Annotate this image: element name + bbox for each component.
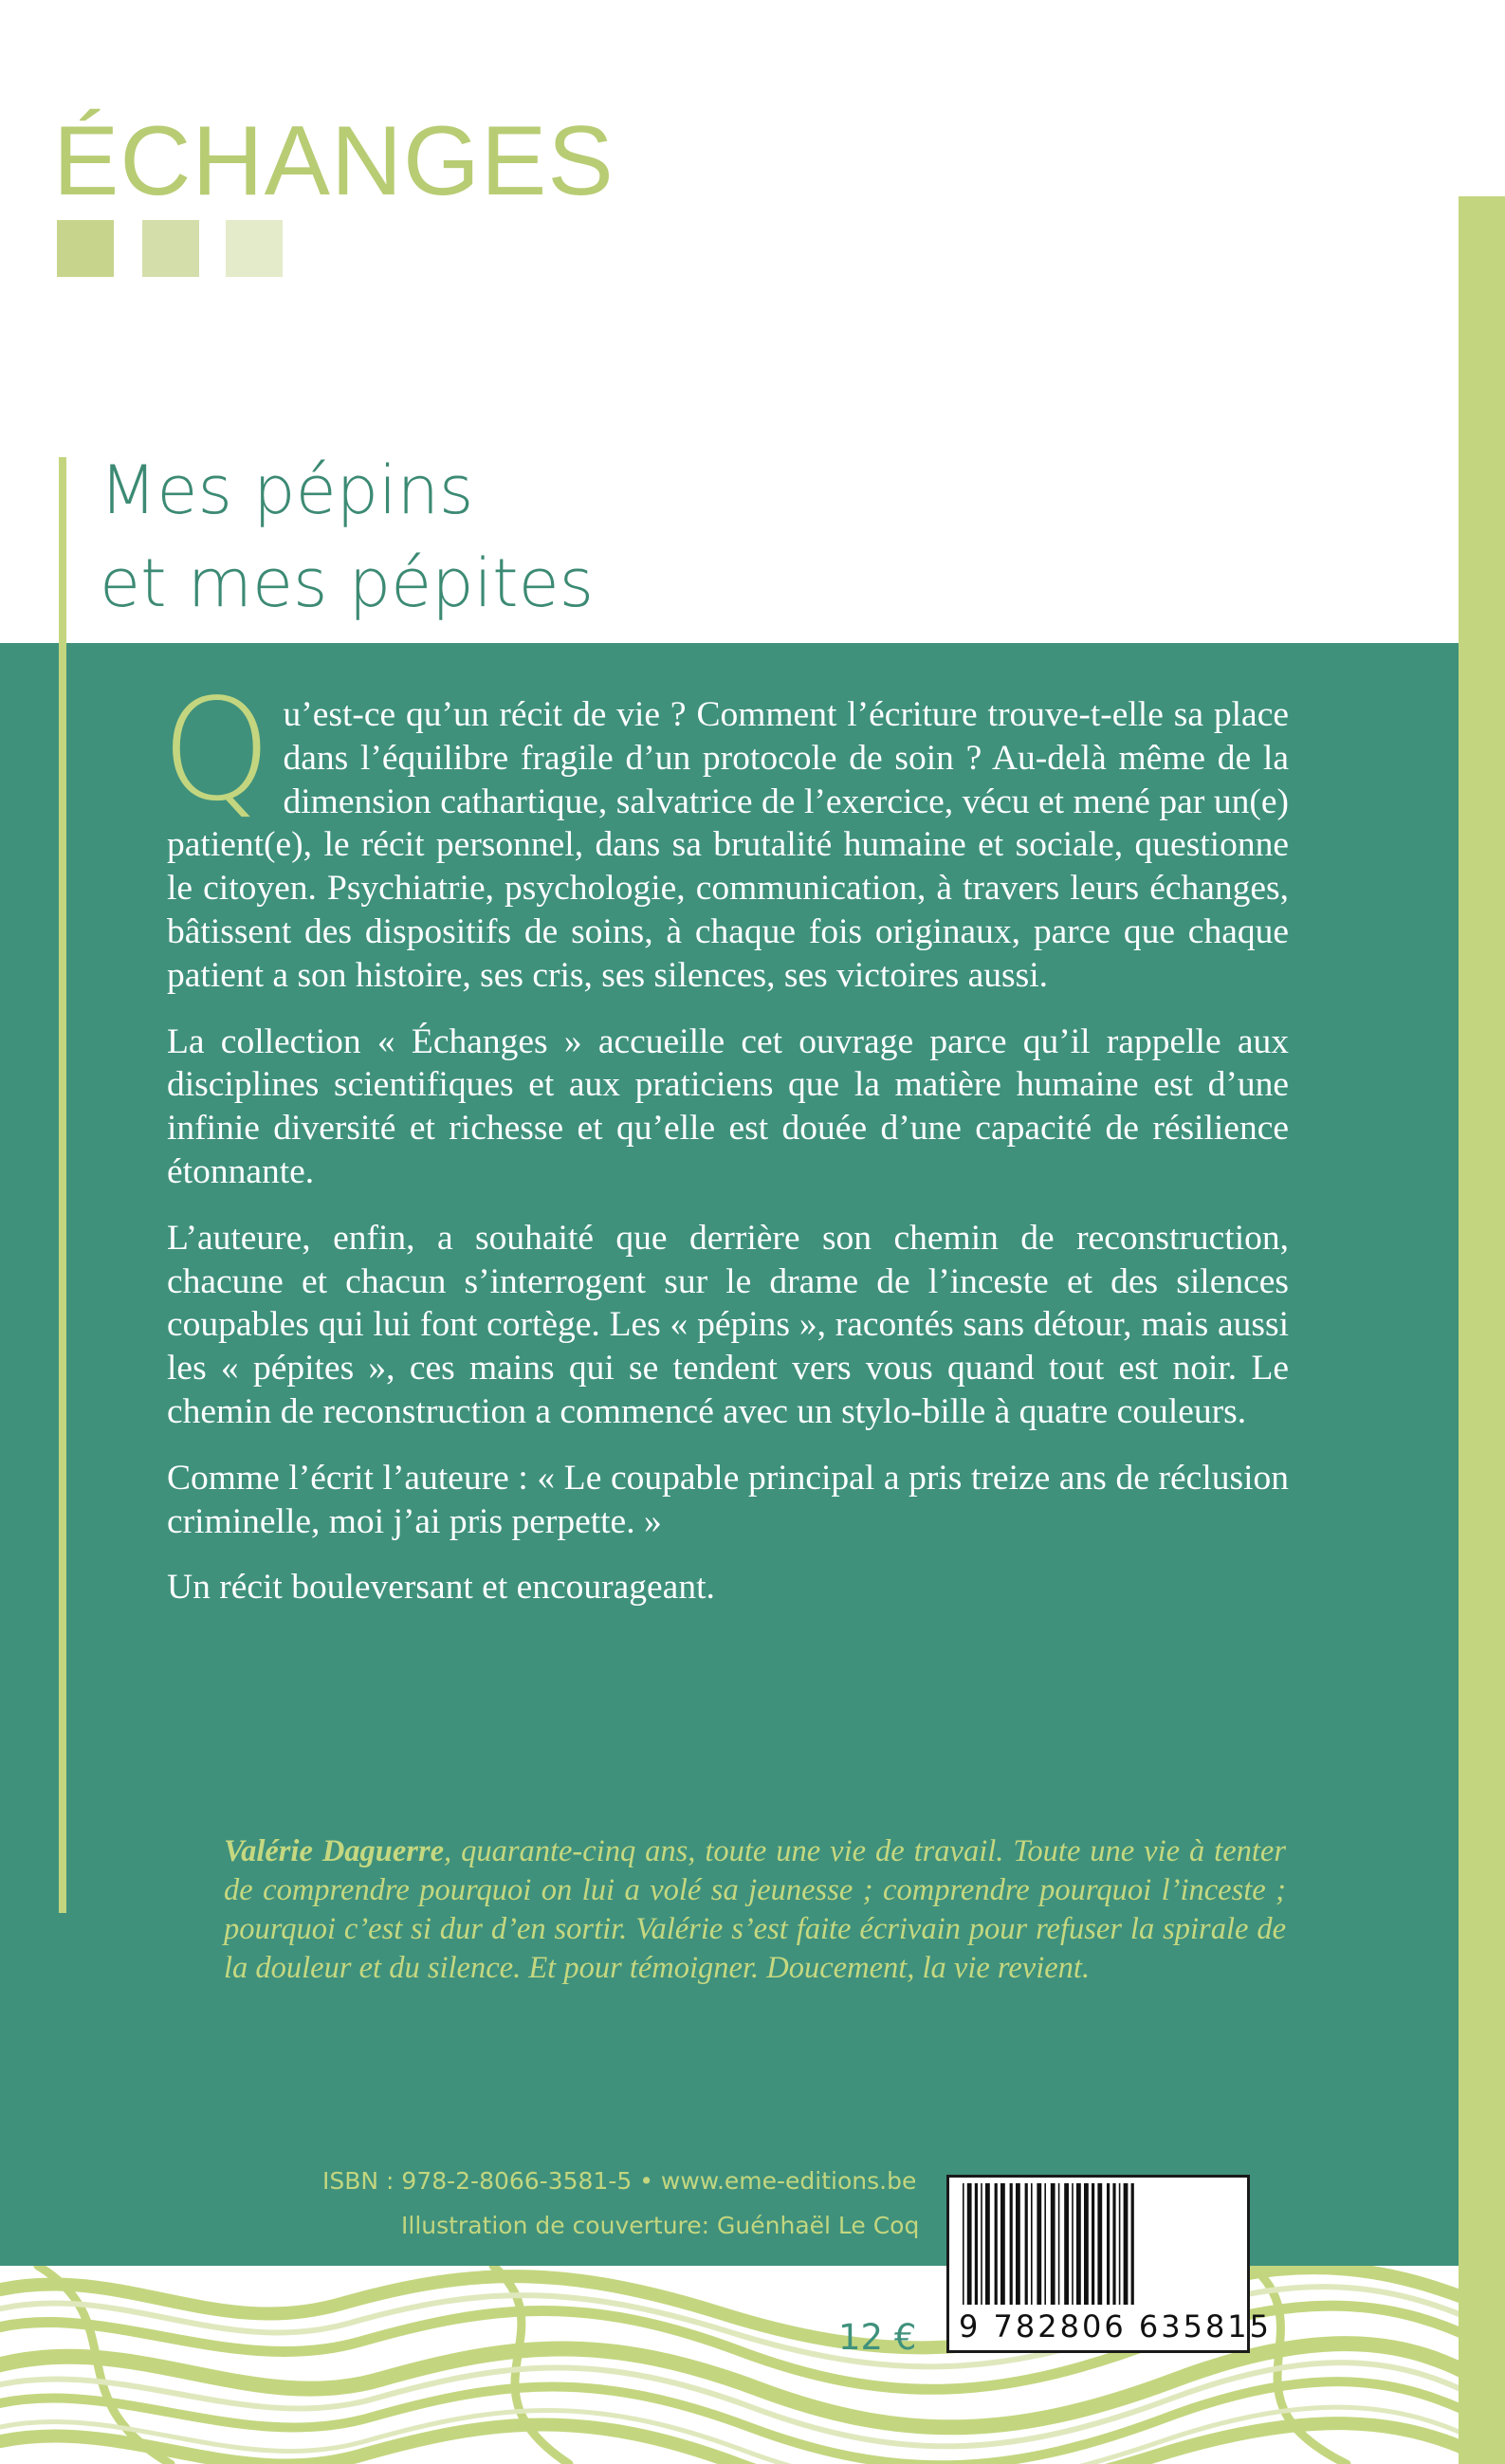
book-title-line-1: Mes pépins xyxy=(100,451,474,529)
barcode-bar xyxy=(1037,2183,1041,2305)
barcode-bar xyxy=(1084,2183,1089,2305)
book-title-line-2: et mes pépites xyxy=(100,544,595,622)
blurb-paragraph-3: L’auteure, enfin, a souhaité que derrière son chemin de reconstruction, chacune et chacun s’interrogent sur le drame de l’inceste et des silences coupables qui lui font cortège. Les « pépins », racontés sans détour, mais aussi les « pépites », ces mains qui se tendent vers vous quand tout est noir. Le chemin de reconstruction a commencé avec un stylo-bille à quatre couleurs. xyxy=(167,1218,1289,1431)
barcode-bar xyxy=(1112,2183,1115,2305)
barcode-bar xyxy=(1131,2183,1134,2305)
blurb-paragraph-4: Comme l’écrit l’auteure : « Le coupable principal a pris treize ans de réclusion criminelle, moi j’ai pris perpette. » xyxy=(167,1458,1289,1541)
barcode-bar xyxy=(1044,2183,1046,2305)
barcode-bar xyxy=(985,2183,990,2305)
barcode-bar xyxy=(1092,2183,1094,2305)
blurb-paragraph-2: La collection « Échanges » accueille cet ouvrage parce qu’il rappelle aux disciplines scientifiques et aux praticiens que la matière humaine est d’une infinie diversité et richesse et qu’elle est douée d’une capacité de résilience étonnante. xyxy=(167,1021,1289,1191)
title-accent-bar xyxy=(59,457,66,1913)
barcode-bar xyxy=(975,2183,978,2305)
barcode-bar xyxy=(1097,2183,1102,2305)
barcode-bar xyxy=(1124,2183,1129,2305)
barcode-bar xyxy=(1000,2183,1005,2305)
barcode-bar xyxy=(1072,2183,1074,2305)
book-title xyxy=(100,444,594,630)
barcode-bar xyxy=(1064,2183,1069,2305)
barcode-bar xyxy=(981,2183,982,2305)
author-bio-text: , quarante-cinq ans, toute une vie de travail. Toute une vie à tenter de comprendre pourquoi on lui a volé sa jeunesse ; comprendre pourquoi l’inceste ; pourquoi c’est si dur d’en sortir. Valérie s’est faite écrivain pour refuser la spirale de la douleur et du silence. Et pour témoigner. Doucement, la vie revient. xyxy=(224,1834,1286,1985)
barcode-bar xyxy=(1016,2183,1020,2305)
barcode-bar xyxy=(1010,2183,1013,2305)
spine-accent-strip xyxy=(1459,196,1505,2464)
barcode-bar xyxy=(995,2183,998,2305)
barcode-bar xyxy=(1119,2183,1121,2305)
barcode-bar xyxy=(1107,2183,1110,2305)
price-label: 12 € xyxy=(838,2317,917,2358)
barcode-bar xyxy=(967,2183,972,2305)
blurb-paragraph-1 xyxy=(161,669,1289,998)
barcode-bar xyxy=(1051,2183,1055,2305)
series-square-3 xyxy=(226,220,283,277)
blurb-paragraph-1-text: u’est-ce qu’un récit de vie ? Comment l’écriture trouve-t-elle sa place dans l’équilibre fragile d’un protocole de soin ? Au-delà même de la dimension cathartique, salvatrice de l’exercice, vécu et mené par un(e) patient(e), le récit personnel, dans sa brutalité humaine et sociale, questionne le citoyen. Psychiatrie, psychologie, communication, à travers leurs échanges, bâtissent des dispositifs de soins, à chaque fois originaux, parce que chaque patient a son histoire, ses cris, ses silences, ses victoires aussi. xyxy=(167,695,1289,995)
series-square-2 xyxy=(142,220,199,277)
isbn-barcode xyxy=(946,2175,1273,2353)
isbn-website-line: ISBN : 978-2-8066-3581-5 • www.eme-editions.be xyxy=(322,2167,917,2195)
author-bio xyxy=(224,1832,1286,1988)
illustration-credit: Illustration de couverture: Guénhaël Le Coq xyxy=(401,2212,920,2239)
barcode-bar xyxy=(1031,2183,1033,2305)
back-cover-blurb xyxy=(161,669,1289,1632)
blurb-paragraph-5: Un récit bouleversant et encourageant. xyxy=(167,1568,715,1608)
barcode-bar xyxy=(1076,2183,1081,2305)
barcode-bars xyxy=(949,2183,1247,2307)
barcode-bar xyxy=(1058,2183,1060,2305)
barcode-digits: 9 782806 635815 xyxy=(959,2308,1273,2344)
author-name: Valérie Daguerre xyxy=(224,1834,445,1868)
barcode-bar xyxy=(1025,2183,1028,2305)
series-square-1 xyxy=(57,220,114,277)
drop-cap: Q xyxy=(161,669,272,832)
series-title: ÉCHANGES xyxy=(53,106,615,216)
barcode-bar xyxy=(963,2183,964,2305)
